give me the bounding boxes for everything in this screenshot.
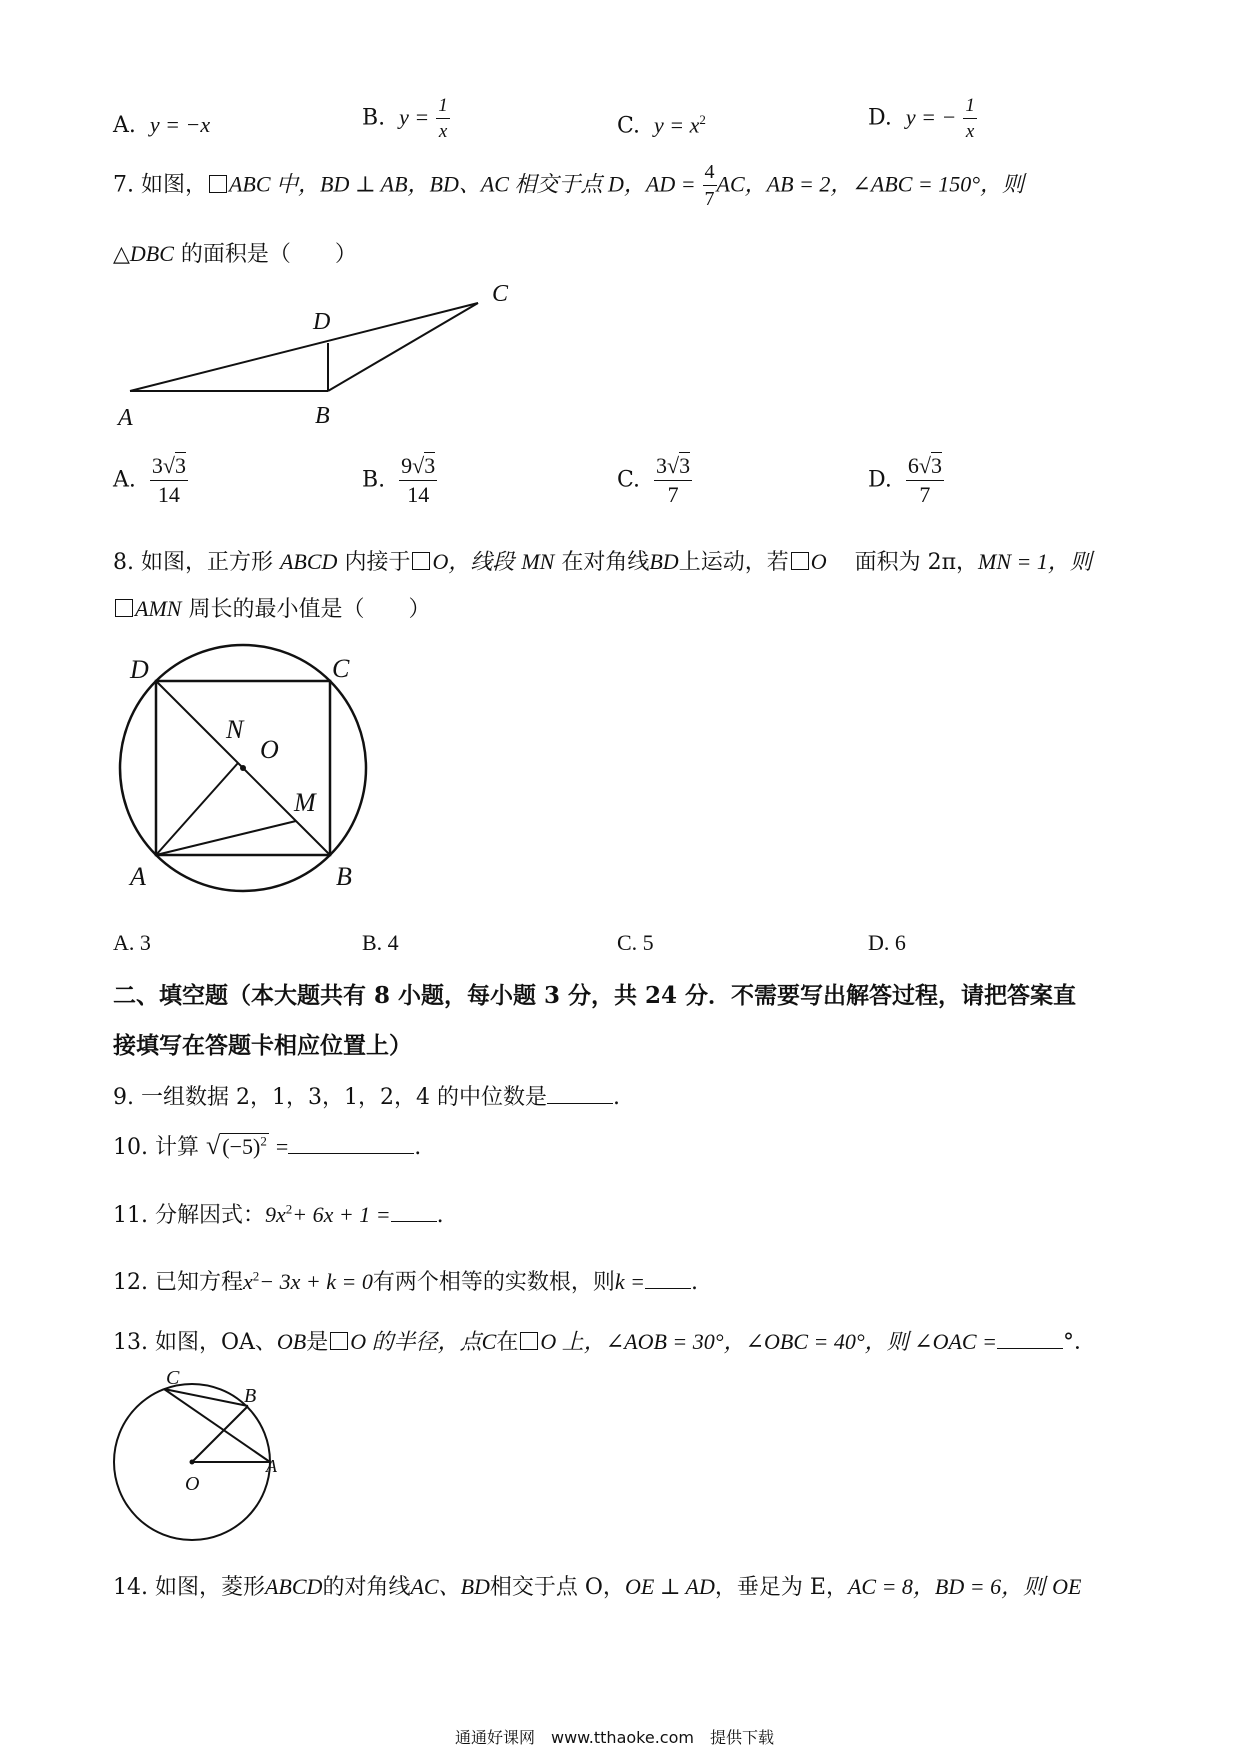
label-c: C xyxy=(332,654,350,683)
q12-answer-blank[interactable] xyxy=(645,1268,691,1289)
q10: 10. 计算 $√(-5)^2$ = . xyxy=(113,1131,422,1160)
label-b: B xyxy=(244,1385,257,1407)
segment-am xyxy=(156,821,296,855)
label-a: A xyxy=(130,862,146,891)
q8-stem-line1: 8. 如图，正方形 ABCD 内接于 O，线段 MN 在对角线BD上运动，若 O 面积为 2π，MN = 1，则 xyxy=(113,549,1092,575)
label-a: A xyxy=(118,405,133,431)
section-heading-line2: 接填写在答题卡相应位置上） xyxy=(113,1032,412,1059)
q6-option-a: A. y = −x xyxy=(113,112,211,138)
q14: 14. 如图，菱形ABCD的对角线AC、BD相交于点 O，OE ⊥ AD，垂足为 E，AC = 8，BD = 6，则 OE xyxy=(113,1574,1082,1600)
segment-ac xyxy=(130,303,478,391)
label-o: O xyxy=(260,735,279,764)
label-c: C xyxy=(166,1367,180,1389)
q8-option-c: C. 5 xyxy=(617,930,654,955)
label-d: D xyxy=(130,655,149,684)
label-o: O xyxy=(185,1473,200,1495)
q8-option-b: B. 4 xyxy=(362,930,399,955)
q11-answer-blank[interactable] xyxy=(391,1201,437,1222)
q8-stem-line2: AMN 周长的最小值是（ ） xyxy=(113,592,430,623)
center-o xyxy=(190,1460,195,1465)
label-c: C xyxy=(492,281,509,307)
center-o xyxy=(240,765,246,771)
q9-answer-blank[interactable] xyxy=(547,1083,613,1104)
label-b: B xyxy=(315,403,330,429)
label-m: M xyxy=(294,788,316,817)
section-heading-line1: 二、填空题（本大题共有 8 小题，每小题 3 分，共 24 分．不需要写出解答过程，请把答案直 xyxy=(113,982,1077,1009)
q8-option-d: D. 6 xyxy=(868,930,906,955)
label-b: B xyxy=(336,862,352,891)
q12: 12. 已知方程$x^2- 3x + k = 0$有两个相等的实数根，则k = . xyxy=(113,1268,698,1295)
q8-option-a: A. 3 xyxy=(113,930,151,955)
q13: 13. 如图，OA、OB是 O 的半径，点C在 O 上，∠AOB = 30°，∠OBC = 40°，则 ∠OAC = °． xyxy=(113,1329,1096,1355)
q7-stem-line2: △DBC 的面积是（ ） xyxy=(113,241,357,267)
q7-stem-line1: 7. 如图， ABC 中，BD ⊥ AB，BD、AC 相交于点 D，AD = $\frac{4}{7}$ AC，AB = 2，∠ABC = 150°，则 xyxy=(113,161,1025,210)
q7-figure xyxy=(110,275,530,435)
q11: 11. 分解因式：$9x^2+ 6x + 1$ = . xyxy=(113,1201,444,1228)
footer-source: 通通好课网 www.tthaoke.com 提供下载 xyxy=(455,1728,774,1747)
q6-option-d: D. y = − $\frac{1}{x}$ xyxy=(868,95,975,142)
label-a: A xyxy=(266,1456,277,1476)
q9: 9. 一组数据 2，1，3，1，2，4 的中位数是 . xyxy=(113,1085,620,1110)
q7-option-c: C. $\frac{3√3}{7}$ xyxy=(617,453,691,507)
segment-an xyxy=(156,763,238,855)
q6-option-c: C. $y = x^2$ xyxy=(617,112,706,139)
q10-answer-blank[interactable] xyxy=(288,1133,414,1154)
q7-option-d: D. $\frac{6√3}{7}$ xyxy=(868,453,942,507)
label-d: D xyxy=(313,309,331,335)
q7-option-a: A. $\frac{3√3}{14}$ xyxy=(113,453,186,507)
q8-figure xyxy=(108,640,378,900)
q13-answer-blank[interactable] xyxy=(997,1328,1063,1349)
segment-bc xyxy=(328,303,478,391)
q6-option-b: B. y = $\frac{1}{x}$ xyxy=(362,95,448,142)
q7-option-b: B. $\frac{9√3}{14}$ xyxy=(362,453,436,507)
label-n: N xyxy=(226,715,244,744)
q13-figure xyxy=(104,1362,294,1542)
